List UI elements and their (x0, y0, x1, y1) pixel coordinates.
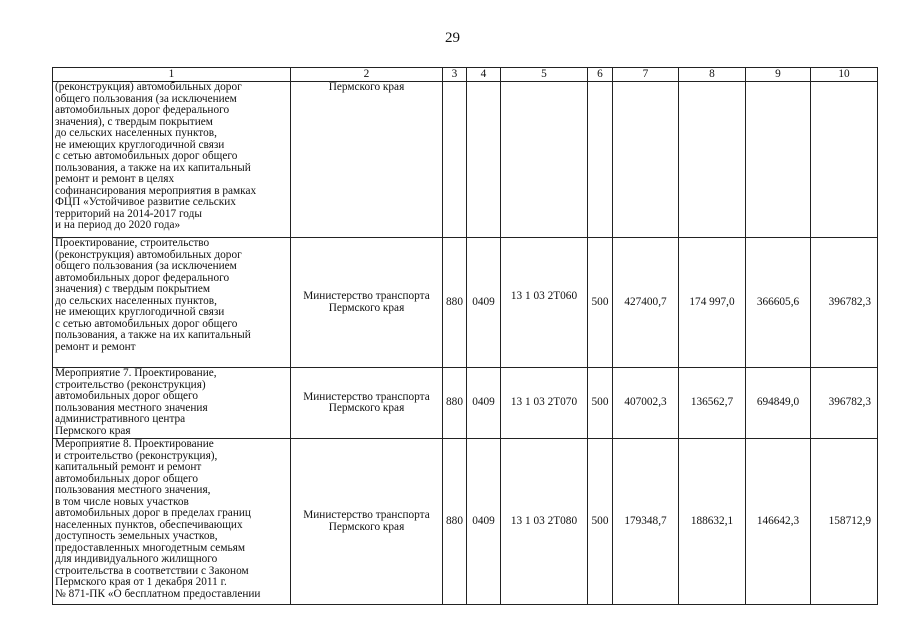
table-row (53, 82, 878, 238)
amount-col9-cell: 146642,3 (746, 439, 811, 605)
section-code-cell: 0409 (467, 439, 501, 605)
amount-col9-cell: 694849,0 (746, 368, 811, 439)
responsible-org-cell: Министерство транспорта Пермского края (291, 238, 443, 368)
section-code-cell: 0409 (467, 238, 501, 368)
table-row (53, 439, 878, 605)
activity-name-cell: (реконструкция) автомобильных дорог общего пользования (за исключением автомобильных дорог федерального значения), с твердым покрытием до сельских населенных пунктов, не имеющих круглогодичной связи с сетью автомобильных дорог общего пользования, а также на их капитальный ремонт и ремонт в целях софинансирования мероприятия в рамках ФЦП «Устойчивое развитие сельских территорий на 2014-2017 годы и на период до 2020 года» (53, 82, 291, 238)
column-number-row (53, 68, 878, 82)
responsible-org-cell: Министерство транспорта Пермского края (291, 439, 443, 605)
column-header-10: 10 (811, 68, 878, 82)
responsible-org-cell: Министерство транспорта Пермского края (291, 368, 443, 439)
table-row (53, 238, 878, 368)
column-header-6: 6 (588, 68, 613, 82)
amount-col10-cell: 396782,3 (811, 368, 878, 439)
section-code-cell (467, 82, 501, 238)
target-article-cell: 13 1 03 2Т060 (501, 238, 588, 368)
amount-col8-cell: 136562,7 (679, 368, 746, 439)
column-header-2: 2 (291, 68, 443, 82)
amount-col10-cell: 158712,9 (811, 439, 878, 605)
target-article-cell: 13 1 03 2Т080 (501, 439, 588, 605)
expense-type-cell: 500 (588, 238, 613, 368)
target-article-cell: 13 1 03 2Т070 (501, 368, 588, 439)
amount-col8-cell: 188632,1 (679, 439, 746, 605)
activity-name-cell: Мероприятие 7. Проектирование, строительство (реконструкция) автомобильных дорог общего пользования местного значения административного центра Пермского края (53, 368, 291, 439)
section-code-cell: 0409 (467, 368, 501, 439)
column-header-4: 4 (467, 68, 501, 82)
expense-type-cell (588, 82, 613, 238)
column-header-9: 9 (746, 68, 811, 82)
column-header-8: 8 (679, 68, 746, 82)
amount-col8-cell (679, 82, 746, 238)
amount-col7-cell (613, 82, 679, 238)
column-header-7: 7 (613, 68, 679, 82)
amount-col7-cell: 427400,7 (613, 238, 679, 368)
amount-col8-cell: 174 997,0 (679, 238, 746, 368)
amount-col10-cell: 396782,3 (811, 238, 878, 368)
expense-type-cell: 500 (588, 368, 613, 439)
activity-name-cell: Проектирование, строительство (реконструкция) автомобильных дорог общего пользования (за исключением автомобильных дорог федерального значения) с твердым покрытием до сельских населенных пунктов, не имеющих круглогодичной связи с сетью автомобильных дорог общего пользования, а также на их капитальный ремонт и ремонт (53, 238, 291, 368)
gp-code-cell: 880 (443, 238, 467, 368)
amount-col9-cell (746, 82, 811, 238)
column-header-1: 1 (53, 68, 291, 82)
amount-col9-cell: 366605,6 (746, 238, 811, 368)
gp-code-cell: 880 (443, 368, 467, 439)
amount-col7-cell: 179348,7 (613, 439, 679, 605)
target-article-cell (501, 82, 588, 238)
budget-table (52, 67, 878, 605)
column-header-3: 3 (443, 68, 467, 82)
page-number: 29 (445, 30, 460, 46)
table-row (53, 368, 878, 439)
activity-name-cell: Мероприятие 8. Проектирование и строительство (реконструкция), капитальный ремонт и ремонт автомобильных дорог общего пользования местного значения, в том числе новых участков автомобильных дорог в пределах границ населенных пунктов, обеспечивающих доступность земельных участков, предоставленных многодетным семьям для индивидуального жилищного строительства в соответствии с Законом Пермского края от 1 декабря 2011 г. № 871-ПК «О бесплатном предоставлении (53, 439, 291, 605)
expense-type-cell: 500 (588, 439, 613, 605)
amount-col7-cell: 407002,3 (613, 368, 679, 439)
gp-code-cell: 880 (443, 439, 467, 605)
responsible-org-cell: Пермского края (291, 82, 443, 238)
column-header-5: 5 (501, 68, 588, 82)
amount-col10-cell (811, 82, 878, 238)
gp-code-cell (443, 82, 467, 238)
